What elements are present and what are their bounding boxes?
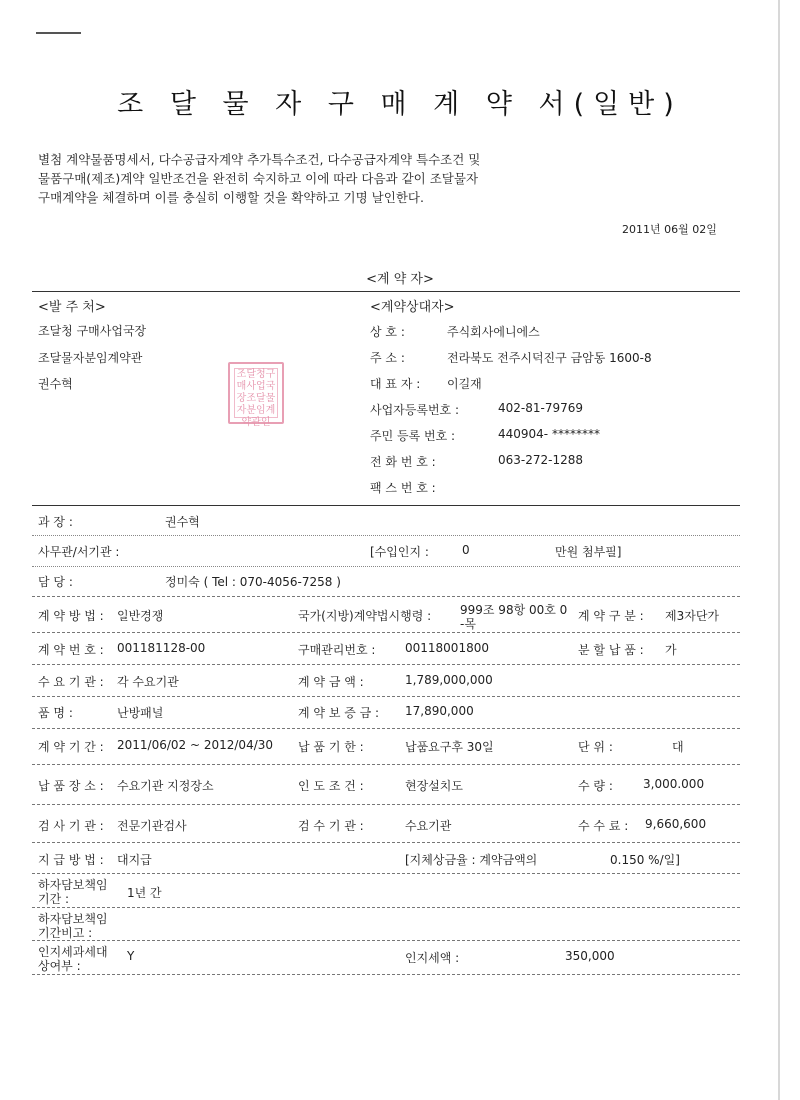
law-label: 국가(지방)계약법시행령 : — [298, 609, 432, 623]
counterparty-address: 전라북도 전주시덕진구 금암동 1600-8 — [447, 351, 652, 365]
method-value: 일반경쟁 — [117, 609, 164, 623]
official-seal — [228, 362, 284, 428]
method-label: 계 약 방 법 : — [38, 609, 104, 623]
law-value-line-1: 999조 98항 00호 0 — [460, 603, 568, 617]
scan-edge — [778, 0, 780, 1100]
mgmt-value: 00118001800 — [405, 641, 489, 655]
counterparty-ceo: 이길재 — [447, 377, 482, 391]
unit-value: 대 — [672, 740, 684, 754]
stamp-value: 0 — [462, 543, 470, 557]
split-label: 분 할 납 품 : — [578, 643, 644, 657]
qty-value: 3,000.000 — [643, 777, 705, 791]
orderer-line-3: 권수혁 — [38, 377, 73, 391]
penalty-label: [지체상금율 : 계약금액의 — [405, 853, 538, 867]
law-value-line-2: -목 — [460, 617, 476, 631]
stamptax-label-line-2: 상여부 : — [38, 959, 81, 973]
orderer-line-1: 조달청 구매사업국장 — [38, 324, 147, 338]
place-value: 수요기관 지정장소 — [117, 779, 214, 793]
period-value: 2011/06/02 ~ 2012/04/30 — [117, 738, 274, 752]
deposit-value: 17,890,000 — [405, 704, 474, 718]
chief-value: 권수혁 — [165, 515, 200, 529]
divider — [32, 535, 740, 536]
divider — [32, 596, 740, 597]
counterparty-label: 주 소 : — [370, 351, 405, 365]
stamptax-amount-label: 인지세액 : — [405, 951, 460, 965]
divider — [32, 632, 740, 633]
stamp-label: [수입인지 : — [370, 545, 429, 559]
penalty-value: 0.150 %/일] — [610, 853, 680, 867]
unit-label: 단 위 : — [578, 740, 613, 754]
demand-value: 각 수요기관 — [117, 675, 179, 689]
stamptax-amount-value: 350,000 — [565, 949, 615, 963]
warranty-label-line-1: 하자담보책임 — [38, 878, 108, 892]
divider — [32, 907, 740, 908]
counterparty-phone: 063-272-1288 — [498, 453, 584, 467]
number-value: 001181128-00 — [117, 641, 206, 655]
secretary-label: 사무관/서기관 : — [38, 545, 120, 559]
receive-value: 수요기관 — [405, 819, 452, 833]
seal-text: 조달청구매사업국장조달물자분임계약관인 — [234, 368, 278, 418]
divider — [32, 291, 740, 292]
counterparty-label: 주민 등록 번호 : — [370, 429, 456, 443]
place-label: 납 품 장 소 : — [38, 779, 104, 793]
delivery-value: 현장설치도 — [405, 779, 463, 793]
counterparty-business-number: 402-81-79769 — [498, 401, 584, 415]
fee-label: 수 수 료 : — [578, 819, 629, 833]
stamp-suffix: 만원 첨부필] — [555, 545, 622, 559]
counterparty-label: 대 표 자 : — [370, 377, 421, 391]
mgmt-label: 구매관리번호 : — [298, 643, 376, 657]
inspect-value: 전문기관검사 — [117, 819, 187, 833]
receive-label: 검 수 기 관 : — [298, 819, 364, 833]
due-value: 납품요구후 30일 — [405, 740, 494, 754]
chief-label: 과 장 : — [38, 515, 73, 529]
manager-label: 담 당 : — [38, 575, 73, 589]
qty-label: 수 량 : — [578, 779, 613, 793]
intro-line-1: 별첨 계약물품명세서, 다수공급자계약 추가특수조건, 다수공급자계약 특수조건 및 — [38, 152, 481, 167]
counterparty-resident-number: 440904- ******** — [498, 427, 600, 441]
manager-value: 정미숙 ( Tel : 070-4056-7258 ) — [165, 575, 341, 589]
divider — [32, 566, 740, 567]
counterparty-label: 팩 스 번 호 : — [370, 481, 436, 495]
divider — [32, 664, 740, 665]
document-title: 조 달 물 자 구 매 계 약 서(일반) — [117, 89, 683, 120]
stamptax-value: Y — [127, 949, 135, 963]
intro-text — [38, 150, 558, 207]
divider — [32, 696, 740, 697]
period-label: 계 약 기 간 : — [38, 740, 104, 754]
counterparty-label: 상 호 : — [370, 325, 405, 339]
divider — [32, 505, 740, 506]
counterparty-label: 사업자등록번호 : — [370, 403, 460, 417]
warranty-value: 1년 간 — [127, 886, 162, 900]
item-value: 난방패널 — [117, 706, 164, 720]
demand-label: 수 요 기 관 : — [38, 675, 104, 689]
amount-value: 1,789,000,000 — [405, 673, 493, 687]
split-value: 가 — [665, 643, 677, 657]
pay-label: 지 급 방 법 : — [38, 853, 104, 867]
divider — [32, 804, 740, 805]
divider — [32, 728, 740, 729]
stamptax-label-line-1: 인지세과세대 — [38, 945, 108, 959]
pay-value: 대지급 — [117, 853, 152, 867]
due-label: 납 품 기 한 : — [298, 740, 364, 754]
orderer-line-2: 조달물자분임계약관 — [38, 351, 143, 365]
contract-date: 2011년 06월 02일 — [622, 223, 717, 236]
counterparty-company: 주식회사에니에스 — [447, 325, 540, 339]
counterparty-label: 전 화 번 호 : — [370, 455, 436, 469]
divider — [32, 764, 740, 765]
intro-line-3: 구매계약을 체결하며 이를 충실히 이행할 것을 확약하고 기명 날인한다. — [38, 190, 424, 205]
warranty-note-label-line-2: 기간비고 : — [38, 926, 93, 940]
divider — [32, 940, 740, 941]
type-label: 계 약 구 분 : — [578, 609, 644, 623]
amount-label: 계 약 금 액 : — [298, 675, 364, 689]
orderer-heading: <발 주 처> — [38, 300, 106, 315]
intro-line-2: 물품구매(제조)계약 일반조건을 완전히 숙지하고 이에 따라 다음과 같이 조달물자 — [38, 171, 479, 186]
warranty-note-label-line-1: 하자담보책임 — [38, 912, 108, 926]
corner-mark — [36, 32, 81, 34]
warranty-label-line-2: 기간 : — [38, 892, 70, 906]
item-label: 품 명 : — [38, 706, 73, 720]
divider — [32, 873, 740, 874]
type-value: 제3자단가 — [665, 609, 720, 623]
inspect-label: 검 사 기 관 : — [38, 819, 104, 833]
fee-value: 9,660,600 — [645, 817, 707, 831]
delivery-label: 인 도 조 건 : — [298, 779, 364, 793]
deposit-label: 계 약 보 증 금 : — [298, 706, 380, 720]
counterparty-heading: <계약상대자> — [370, 300, 455, 315]
divider — [32, 842, 740, 843]
parties-section-title: <계 약 자> — [366, 272, 434, 287]
divider — [32, 974, 740, 975]
number-label: 계 약 번 호 : — [38, 643, 104, 657]
